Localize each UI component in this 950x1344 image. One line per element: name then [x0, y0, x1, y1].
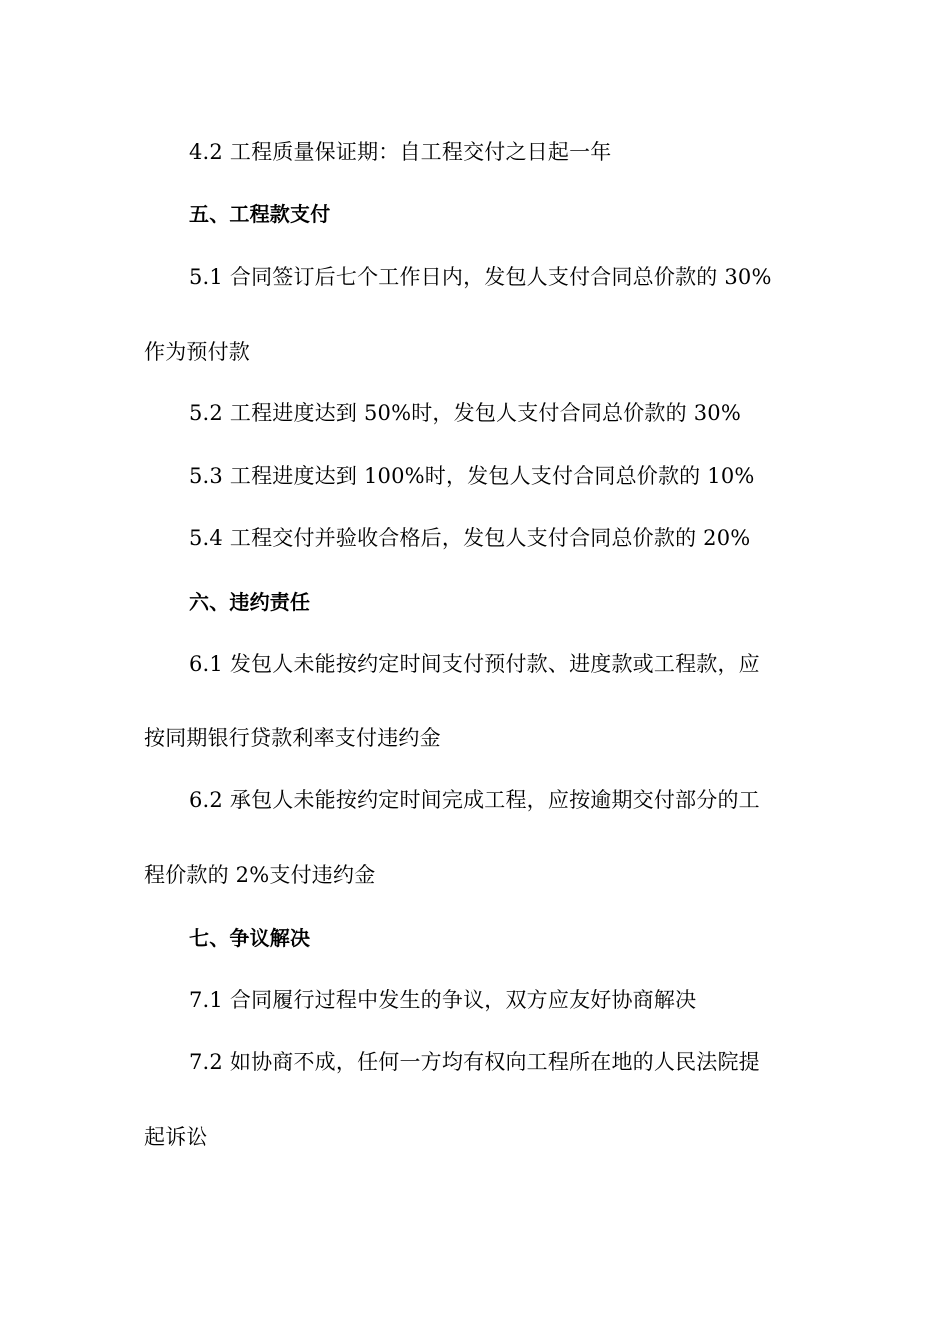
clause-5-1-continued: 作为预付款 [144, 340, 250, 364]
clause-7-2-continued: 起诉讼 [144, 1125, 208, 1149]
clause-6-2: 6.2 承包人未能按约定时间完成工程，应按逾期交付部分的工 [189, 788, 760, 812]
clause-6-1-continued: 按同期银行贷款利率支付违约金 [144, 726, 441, 750]
clause-4-2: 4.2 工程质量保证期：自工程交付之日起一年 [189, 140, 612, 164]
clause-5-3: 5.3 工程进度达到 100%时，发包人支付合同总价款的 10% [189, 464, 755, 488]
clause-5-2: 5.2 工程进度达到 50%时，发包人支付合同总价款的 30% [189, 401, 741, 425]
clause-6-2-continued: 程价款的 2%支付违约金 [144, 863, 376, 887]
clause-5-1: 5.1 合同签订后七个工作日内，发包人支付合同总价款的 30% [189, 265, 772, 289]
section-heading-6: 六、违约责任 [189, 590, 311, 614]
section-heading-5: 五、工程款支付 [189, 202, 331, 226]
clause-6-1: 6.1 发包人未能按约定时间支付预付款、进度款或工程款，应 [189, 652, 760, 676]
clause-5-4: 5.4 工程交付并验收合格后，发包人支付合同总价款的 20% [189, 526, 751, 550]
section-heading-7: 七、争议解决 [189, 926, 311, 950]
clause-7-2: 7.2 如协商不成，任何一方均有权向工程所在地的人民法院提 [189, 1050, 760, 1074]
clause-7-1: 7.1 合同履行过程中发生的争议，双方应友好协商解决 [189, 988, 697, 1012]
